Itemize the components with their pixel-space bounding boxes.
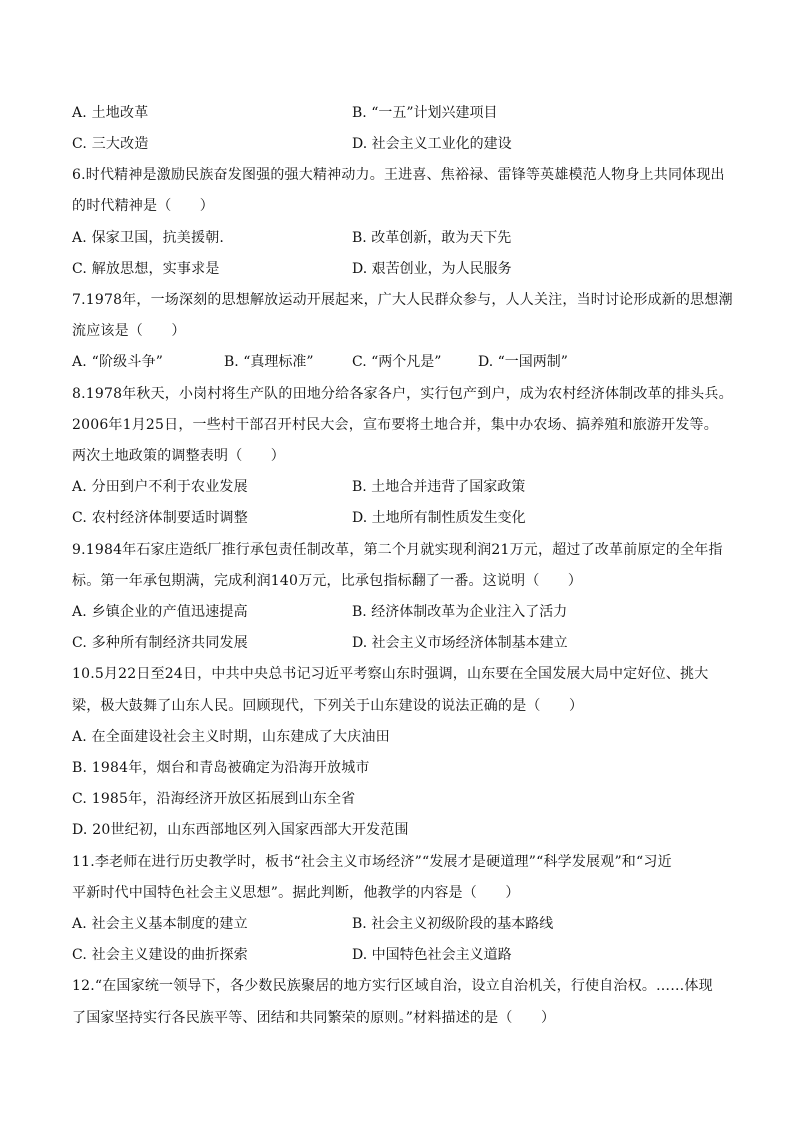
q5-option-d: D. 社会主义工业化的建设 <box>352 136 512 152</box>
q11-option-c: C. 社会主义建设的曲折探索 <box>72 947 248 963</box>
q10-stem-line-2: 梁，极大鼓舞了山东人民。回顾现代，下列关于山东建设的说法正确的是（ ） <box>72 698 584 714</box>
q11-option-b: B. 社会主义初级阶段的基本路线 <box>352 916 554 932</box>
q8-stem-line-3: 两次土地政策的调整表明（ ） <box>72 448 285 464</box>
q9-option-a: A. 乡镇企业的产值迅速提高 <box>72 604 248 620</box>
q7-stem-line-2: 流应该是（ ） <box>72 323 186 339</box>
q6-option-a: A. 保家卫国，抗美援朝. <box>72 230 225 246</box>
q5-option-a: A. 土地改革 <box>72 105 149 121</box>
q11-option-d: D. 中国特色社会主义道路 <box>352 947 512 963</box>
q5-option-b: B. “一五”计划兴建项目 <box>352 105 498 121</box>
q6-stem-line-1: 6.时代精神是激励民族奋发图强的强大精神动力。王进喜、焦裕禄、雷锋等英雄模范人物身上共同体现出 <box>72 167 725 183</box>
q9-stem-line-1: 9.1984年石家庄造纸厂推行承包责任制改革，第二个月就实现利润21万元，超过了改革前原定的全年指 <box>72 542 723 558</box>
q11-stem-line-1: 11.李老师在进行历史教学时，板书“社会主义市场经济”“发展才是硬道理”“科学发展观”和“习近 <box>72 854 672 870</box>
q8-option-a: A. 分田到户不利于农业发展 <box>72 479 248 495</box>
q8-stem-line-2: 2006年1月25日，一些村干部召开村民大会，宣布要将土地合并，集中办农场、搞养殖和旅游开发等。 <box>72 417 718 433</box>
q6-stem-line-2: 的时代精神是（ ） <box>72 198 214 214</box>
q9-option-b: B. 经济体制改革为企业注入了活力 <box>352 604 568 620</box>
q8-stem-line-1: 8.1978年秋天，小岗村将生产队的田地分给各家各户，实行包产到户，成为农村经济体制改革的排头兵。 <box>72 386 733 402</box>
q7-option-c: C. “两个凡是” <box>352 354 442 370</box>
q10-stem-line-1: 10.5月22日至24日，中共中央总书记习近平考察山东时强调，山东要在全国发展大局中定好位、挑大 <box>72 666 709 682</box>
q9-option-d: D. 社会主义市场经济体制基本建立 <box>352 635 568 651</box>
q8-option-c: C. 农村经济体制要适时调整 <box>72 510 248 526</box>
q12-stem-line-2: 了国家坚持实行各民族平等、团结和共同繁荣的原则。”材料描述的是（ ） <box>72 1010 556 1026</box>
q10-option-a: A. 在全面建设社会主义时期，山东建成了大庆油田 <box>72 729 390 745</box>
q6-option-c: C. 解放思想，实事求是 <box>72 261 220 277</box>
q7-stem-line-1: 7.1978年，一场深刻的思想解放运动开展起来，广大人民群众参与，人人关注，当时讨论形成新的思想潮 <box>72 292 733 308</box>
q8-option-b: B. 土地合并违背了国家政策 <box>352 479 526 495</box>
q10-option-b: B. 1984年，烟台和青岛被确定为沿海开放城市 <box>72 760 370 776</box>
q11-stem-line-2: 平新时代中国特色社会主义思想”。据此判断，他教学的内容是（ ） <box>72 885 520 901</box>
q11-option-a: A. 社会主义基本制度的建立 <box>72 916 248 932</box>
q9-option-c: C. 多种所有制经济共同发展 <box>72 635 248 651</box>
q8-option-d: D. 土地所有制性质发生变化 <box>352 510 526 526</box>
q6-option-d: D. 艰苦创业，为人民服务 <box>352 261 512 277</box>
q12-stem-line-1: 12.“在国家统一领导下，各少数民族聚居的地方实行区域自治，设立自治机关，行使自治权。……体现 <box>72 978 713 994</box>
q10-option-d: D. 20世纪初，山东西部地区列入国家西部大开发范围 <box>72 822 409 838</box>
q6-option-b: B. 改革创新，敢为天下先 <box>352 230 512 246</box>
q7-option-b: B. “真理标准” <box>224 354 314 370</box>
q5-option-c: C. 三大改造 <box>72 136 149 152</box>
q10-option-c: C. 1985年，沿海经济开放区拓展到山东全省 <box>72 791 356 807</box>
q9-stem-line-2: 标。第一年承包期满，完成利润140万元，比承包指标翻了一番。这说明（ ） <box>72 573 583 589</box>
q7-option-a: A. “阶级斗争” <box>72 354 164 370</box>
q7-option-d: D. “一国两制” <box>478 354 568 370</box>
